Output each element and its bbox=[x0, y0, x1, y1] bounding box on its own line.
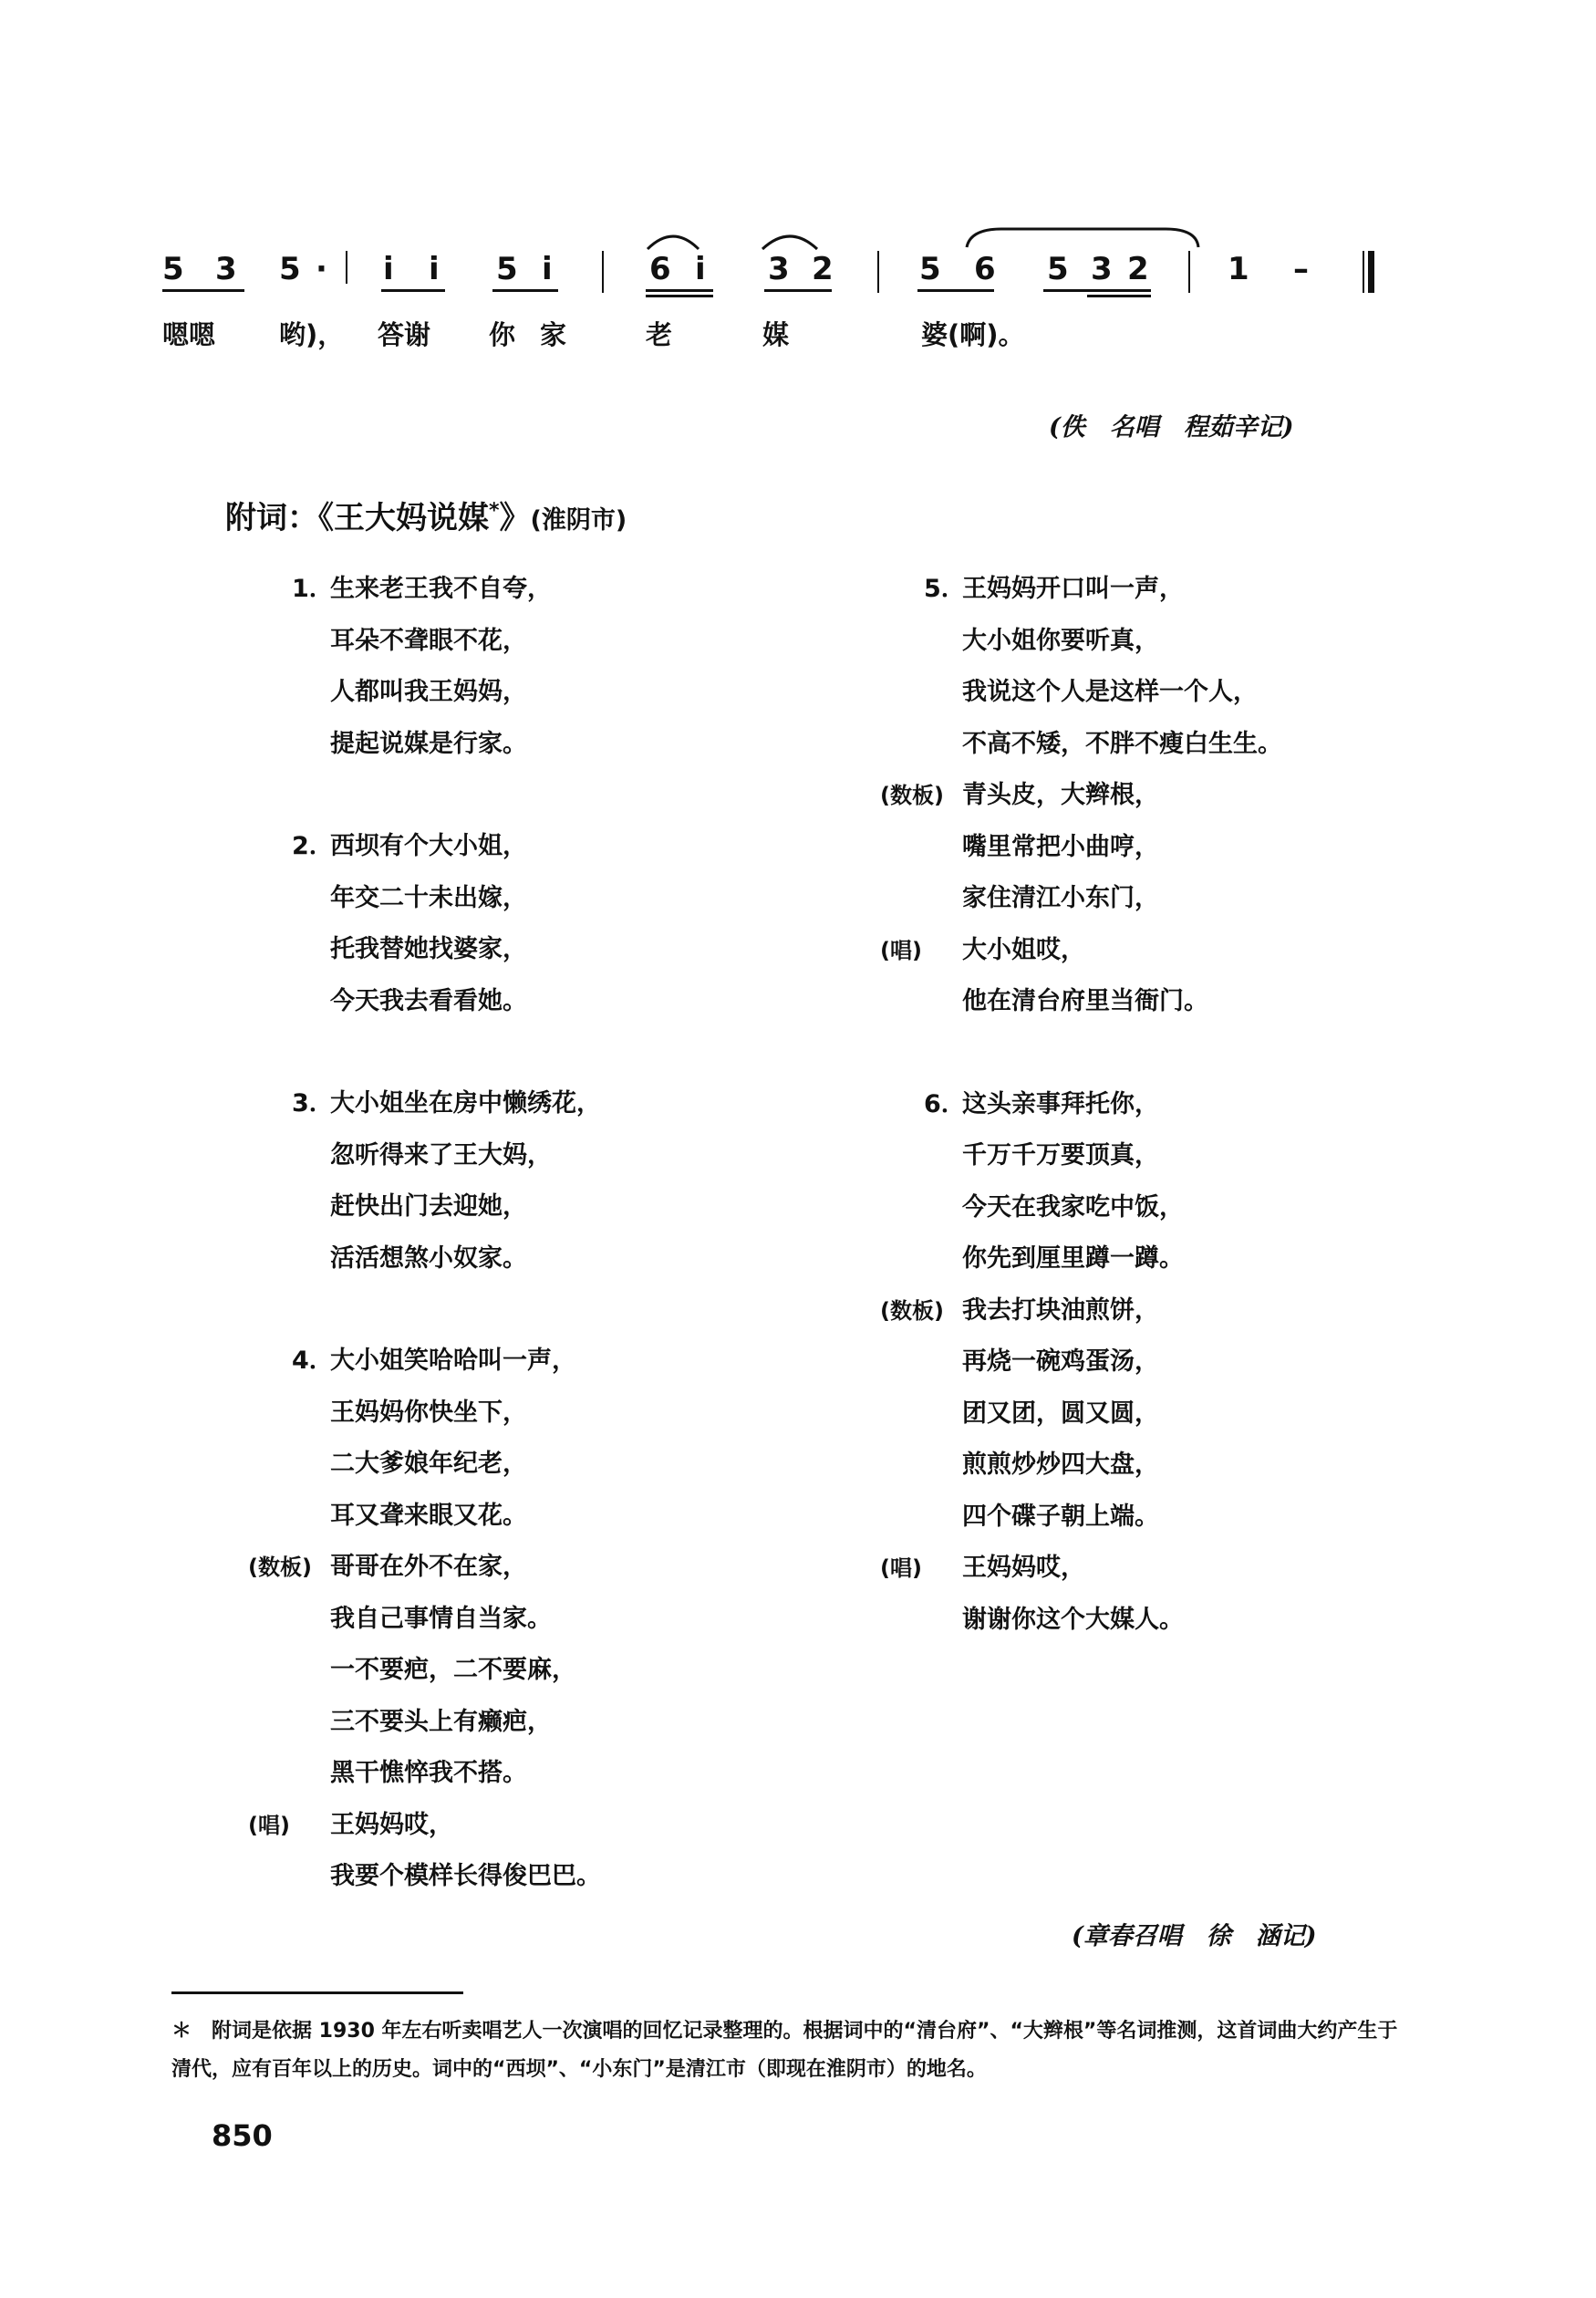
verse-line bbox=[330, 1645, 841, 1697]
verse-text: 生来老王我不自夸， bbox=[330, 575, 552, 603]
verse-line bbox=[292, 1336, 841, 1388]
verse-text: 嘴里常把小曲哼， bbox=[962, 832, 1159, 861]
verse-line bbox=[292, 564, 841, 616]
lyric: 哟)， bbox=[279, 319, 345, 350]
lyrics-line bbox=[162, 315, 1348, 351]
performer-credit-bottom: (章春召唱 徐 涵记) bbox=[1072, 1922, 1317, 1950]
verse-number: 1． bbox=[292, 575, 334, 603]
verse-line bbox=[248, 1542, 841, 1594]
heading-title: 附词：《王大妈说媒 bbox=[225, 500, 489, 536]
lyric: 媒 bbox=[762, 319, 790, 350]
verse-line bbox=[330, 667, 841, 719]
verse-text: 我要个模样长得俊巴巴。 bbox=[330, 1862, 601, 1890]
note: i bbox=[542, 251, 553, 287]
verse-text: 他在清台府里当衙门。 bbox=[962, 987, 1208, 1015]
performance-tag: (数板) bbox=[248, 1555, 312, 1580]
underline bbox=[492, 289, 558, 292]
verse-text: 家住清江小东门， bbox=[962, 884, 1159, 912]
verse-gap bbox=[330, 1284, 841, 1336]
verse-line bbox=[330, 1491, 841, 1543]
verse-line bbox=[330, 1233, 841, 1285]
verse-number: 2． bbox=[292, 832, 334, 860]
verse-line bbox=[962, 1440, 1473, 1492]
verse-text: 煎煎炒炒四大盘， bbox=[962, 1451, 1159, 1479]
underline bbox=[381, 289, 445, 292]
underline bbox=[162, 289, 244, 292]
barline bbox=[877, 251, 879, 293]
verse-line bbox=[962, 719, 1473, 771]
verse-line bbox=[292, 1078, 841, 1130]
left-lyrics-column bbox=[248, 564, 841, 1903]
page-number: 850 bbox=[212, 2118, 273, 2153]
verse-line bbox=[330, 1748, 841, 1800]
underline bbox=[1087, 295, 1151, 297]
verse-line bbox=[330, 1439, 841, 1491]
verse-text: 人都叫我王妈妈， bbox=[330, 678, 527, 706]
final-barline bbox=[1363, 251, 1364, 293]
note: 3 bbox=[1091, 251, 1113, 287]
verse-text: 千万千万要顶真， bbox=[962, 1141, 1159, 1170]
verse-line bbox=[292, 821, 841, 873]
verse-line bbox=[924, 564, 1473, 616]
verse-text: 王妈妈开口叫一声， bbox=[962, 575, 1184, 603]
lyric: 嗯嗯 bbox=[162, 319, 216, 350]
verse-line bbox=[962, 667, 1473, 719]
verse-line bbox=[962, 1595, 1473, 1647]
verse-text: 西坝有个大小姐， bbox=[330, 832, 527, 860]
final-barline bbox=[1368, 251, 1374, 293]
verse-line bbox=[880, 770, 1473, 822]
verse-line bbox=[880, 925, 1473, 977]
verse-text: 提起说媒是行家。 bbox=[330, 729, 527, 758]
verse-line bbox=[330, 616, 841, 668]
footnote-rule bbox=[171, 1991, 463, 1994]
underline bbox=[646, 295, 713, 297]
verse-text: 青头皮，大辫根， bbox=[962, 781, 1159, 809]
verse-line bbox=[962, 1182, 1473, 1234]
verse-line bbox=[962, 1336, 1473, 1388]
verse-text: 我去打块油煎饼， bbox=[962, 1295, 1159, 1325]
verse-line bbox=[330, 924, 841, 976]
verse-number: 5． bbox=[924, 575, 966, 603]
verse-gap bbox=[330, 1027, 841, 1078]
verse-text: 年交二十未出嫁， bbox=[330, 883, 527, 912]
note: i bbox=[695, 251, 706, 287]
verse-line bbox=[330, 1130, 841, 1182]
footnote-marker: * bbox=[489, 499, 500, 523]
note: 2 bbox=[812, 251, 834, 287]
lyric: 婆(啊)。 bbox=[921, 319, 1025, 350]
verse-line bbox=[962, 873, 1473, 925]
verse-line bbox=[924, 1079, 1473, 1131]
note: 5 bbox=[919, 251, 941, 287]
performance-tag: (唱) bbox=[248, 1812, 290, 1838]
performance-tag: (数板) bbox=[880, 783, 944, 808]
note-dash: – bbox=[1293, 251, 1309, 287]
verse-text: 耳朵不聋眼不花， bbox=[330, 626, 527, 655]
note: 5 bbox=[1047, 251, 1069, 287]
note: 3 bbox=[768, 251, 790, 287]
performance-tag: (数板) bbox=[880, 1297, 944, 1324]
verse-text: 我自己事情自当家。 bbox=[330, 1604, 552, 1633]
barline bbox=[346, 251, 347, 284]
verse-gap bbox=[962, 1028, 1473, 1079]
verse-text: 王妈妈哎， bbox=[962, 1554, 1085, 1582]
note-dot: · bbox=[316, 251, 327, 287]
verse-line bbox=[330, 1181, 841, 1233]
note: i bbox=[383, 251, 394, 287]
verse-text: 二大爹娘年纪老， bbox=[330, 1450, 527, 1478]
performance-tag: (唱) bbox=[880, 937, 922, 963]
verse-text: 三不要头上有癞疤， bbox=[330, 1707, 552, 1736]
verse-line bbox=[962, 822, 1473, 874]
verse-text: 你先到厘里蹲一蹲。 bbox=[962, 1244, 1184, 1273]
note: 3 bbox=[215, 251, 237, 287]
verse-line bbox=[330, 1697, 841, 1749]
verse-text: 这头亲事拜托你， bbox=[962, 1089, 1159, 1118]
verse-line bbox=[330, 1594, 841, 1646]
verse-line bbox=[880, 1543, 1473, 1595]
verse-line bbox=[330, 719, 841, 771]
footnote: ＊ 附词是依据 1930 年左右听卖唱艺人一次演唱的回忆记录整理的。根据词中的“清台府”、“大辫根”等名词推测，这首词曲大约产生于清代，应有百年以上的历史。词中的“西坝”、“小东门”是清江市（即现在淮阴市）的地名。 bbox=[171, 2020, 1398, 2081]
verse-text: 大小姐坐在房中懒绣花， bbox=[330, 1089, 601, 1118]
heading-title-end: 》 bbox=[499, 500, 531, 536]
verse-text: 哥哥在外不在家， bbox=[330, 1553, 527, 1581]
verse-line bbox=[330, 1851, 841, 1903]
verse-text: 今天在我家吃中饭， bbox=[962, 1192, 1184, 1222]
underline bbox=[917, 289, 994, 292]
performer-credit: (佚 名唱 程茹辛记) bbox=[1049, 413, 1294, 442]
heading-place: (淮阴市) bbox=[530, 506, 627, 535]
verse-text: 大小姐笑哈哈叫一声， bbox=[330, 1347, 576, 1375]
verse-line bbox=[962, 1492, 1473, 1544]
verse-text: 赶快出门去迎她， bbox=[330, 1192, 527, 1221]
verse-gap bbox=[330, 770, 841, 821]
verse-text: 忽听得来了王大妈， bbox=[330, 1140, 552, 1170]
verse-line bbox=[962, 616, 1473, 668]
slur-marks bbox=[646, 225, 846, 253]
verse-text: 四个碟子朝上端。 bbox=[962, 1502, 1159, 1531]
underline bbox=[1043, 289, 1151, 292]
verse-text: 托我替她找婆家， bbox=[330, 935, 527, 963]
verse-text: 我说这个人是这样一个人， bbox=[962, 678, 1258, 706]
verse-line bbox=[880, 1285, 1473, 1337]
note: 6 bbox=[974, 251, 996, 287]
underline bbox=[764, 289, 832, 292]
barline bbox=[602, 251, 604, 293]
lyrics-heading bbox=[225, 493, 627, 537]
note: 5 bbox=[279, 251, 301, 287]
underline bbox=[646, 289, 713, 292]
verse-text: 耳又聋来眼又花。 bbox=[330, 1501, 527, 1530]
note: 5 bbox=[496, 251, 518, 287]
note: 2 bbox=[1127, 251, 1149, 287]
note: 1 bbox=[1228, 251, 1249, 287]
verse-text: 不高不矮，不胖不瘦白生生。 bbox=[962, 729, 1282, 758]
verse-line bbox=[962, 1130, 1473, 1182]
note: i bbox=[429, 251, 440, 287]
verse-text: 团又团，圆又圆， bbox=[962, 1399, 1159, 1428]
verse-text: 王妈妈哎， bbox=[330, 1810, 453, 1839]
note: 5 bbox=[162, 251, 184, 287]
verse-line bbox=[248, 1800, 841, 1852]
verse-text: 谢谢你这个大媒人。 bbox=[962, 1605, 1184, 1634]
verse-number: 4． bbox=[292, 1347, 334, 1375]
verse-text: 大小姐你要听真， bbox=[962, 626, 1159, 655]
lyric: 你 bbox=[489, 319, 516, 350]
verse-line bbox=[962, 1388, 1473, 1440]
right-lyrics-column bbox=[880, 564, 1473, 1646]
verse-line bbox=[330, 976, 841, 1028]
lyric: 老 bbox=[646, 319, 673, 350]
verse-text: 活活想煞小奴家。 bbox=[330, 1243, 527, 1273]
verse-text: 大小姐哎， bbox=[962, 935, 1085, 964]
verse-line bbox=[962, 976, 1473, 1028]
performance-tag: (唱) bbox=[880, 1555, 922, 1581]
verse-line bbox=[330, 1388, 841, 1440]
verse-text: 一不要疤，二不要麻， bbox=[330, 1656, 576, 1684]
verse-text: 今天我去看看她。 bbox=[330, 986, 527, 1015]
verse-text: 再烧一碗鸡蛋汤， bbox=[962, 1347, 1159, 1376]
verse-text: 王妈妈你快坐下， bbox=[330, 1398, 527, 1427]
lyric: 家 bbox=[540, 319, 567, 350]
lyric: 答谢 bbox=[378, 319, 431, 350]
slur-mark bbox=[965, 224, 1202, 251]
verse-line bbox=[962, 1233, 1473, 1285]
note: 6 bbox=[649, 251, 671, 287]
verse-number: 3． bbox=[292, 1089, 334, 1118]
barline bbox=[1188, 251, 1190, 293]
verse-line bbox=[330, 873, 841, 925]
verse-text: 黑干憔悴我不搭。 bbox=[330, 1759, 527, 1787]
verse-number: 6． bbox=[924, 1089, 966, 1118]
